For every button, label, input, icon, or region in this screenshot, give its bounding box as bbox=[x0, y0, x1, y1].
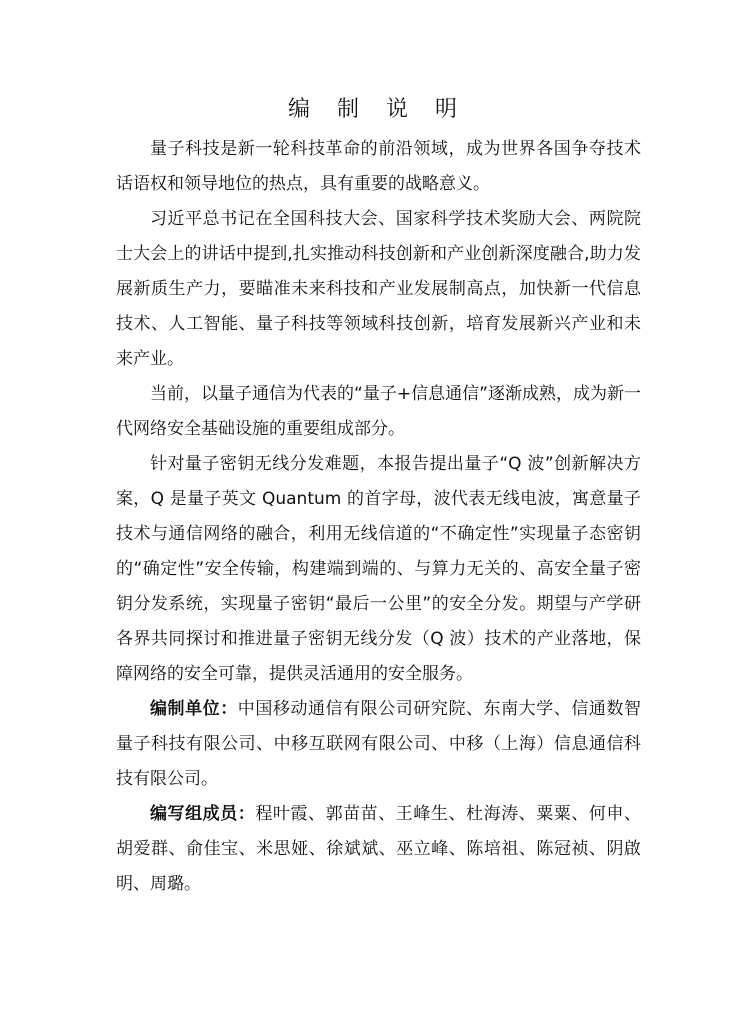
document-body bbox=[116, 132, 641, 902]
paragraph-solution: 针对量子密钥无线分发难题，本报告提出量子“Q 波”创新解决方案，Q 是量子英文 Quantum 的首字母，波代表无线电波，寓意量子技术与通信网络的融合，利用无线信道的“不确定性”实现量子态密钥的“确定性”安全传输，构建端到端的、与算力无关的、高安全量子密钥分发系统，实现量子密钥“最后一公里”的安全分发。期望与产学研各界共同探讨和推进量子密钥无线分发（Q 波）技术的产业落地，保障网络的安全可靠，提供灵活通用的安全服务。 bbox=[116, 454, 641, 684]
paragraph-policy: 习近平总书记在全国科技大会、国家科学技术奖励大会、两院院士大会上的讲话中提到,扎实推动科技创新和产业创新深度融合,助力发展新质生产力，要瞄准未来科技和产业发展制高点，加快新一代信息技术、人工智能、量子科技等领域科技创新，培育发展新兴产业和未来产业。 bbox=[116, 209, 641, 369]
authors-label: 编写组成员： bbox=[150, 804, 256, 824]
compiler-label: 编制单位： bbox=[150, 699, 238, 719]
authors-paragraph bbox=[116, 797, 641, 902]
page-title: 编 制 说 明 bbox=[288, 97, 467, 122]
paragraph-current: 当前，以量子通信为代表的“量子+信息通信”逐渐成熟，成为新一代网络安全基础设施的重要组成部分。 bbox=[116, 384, 641, 439]
paragraph-intro: 量子科技是新一轮科技革命的前沿领域，成为世界各国争夺技术话语权和领导地位的热点，具有重要的战略意义。 bbox=[116, 139, 641, 194]
compiler-text: 中国移动通信有限公司研究院、东南大学、信通数智量子科技有限公司、中移互联网有限公司、中移（上海）信息通信科技有限公司。 bbox=[116, 699, 642, 789]
compiler-paragraph bbox=[116, 692, 641, 797]
authors-text: 程叶霞、郭苗苗、王峰生、杜海涛、粟粟、何申、胡爱群、俞佳宝、米思娅、徐斌斌、巫立峰、陈培祖、陈冠祯、阴啟明、周璐。 bbox=[116, 804, 642, 894]
